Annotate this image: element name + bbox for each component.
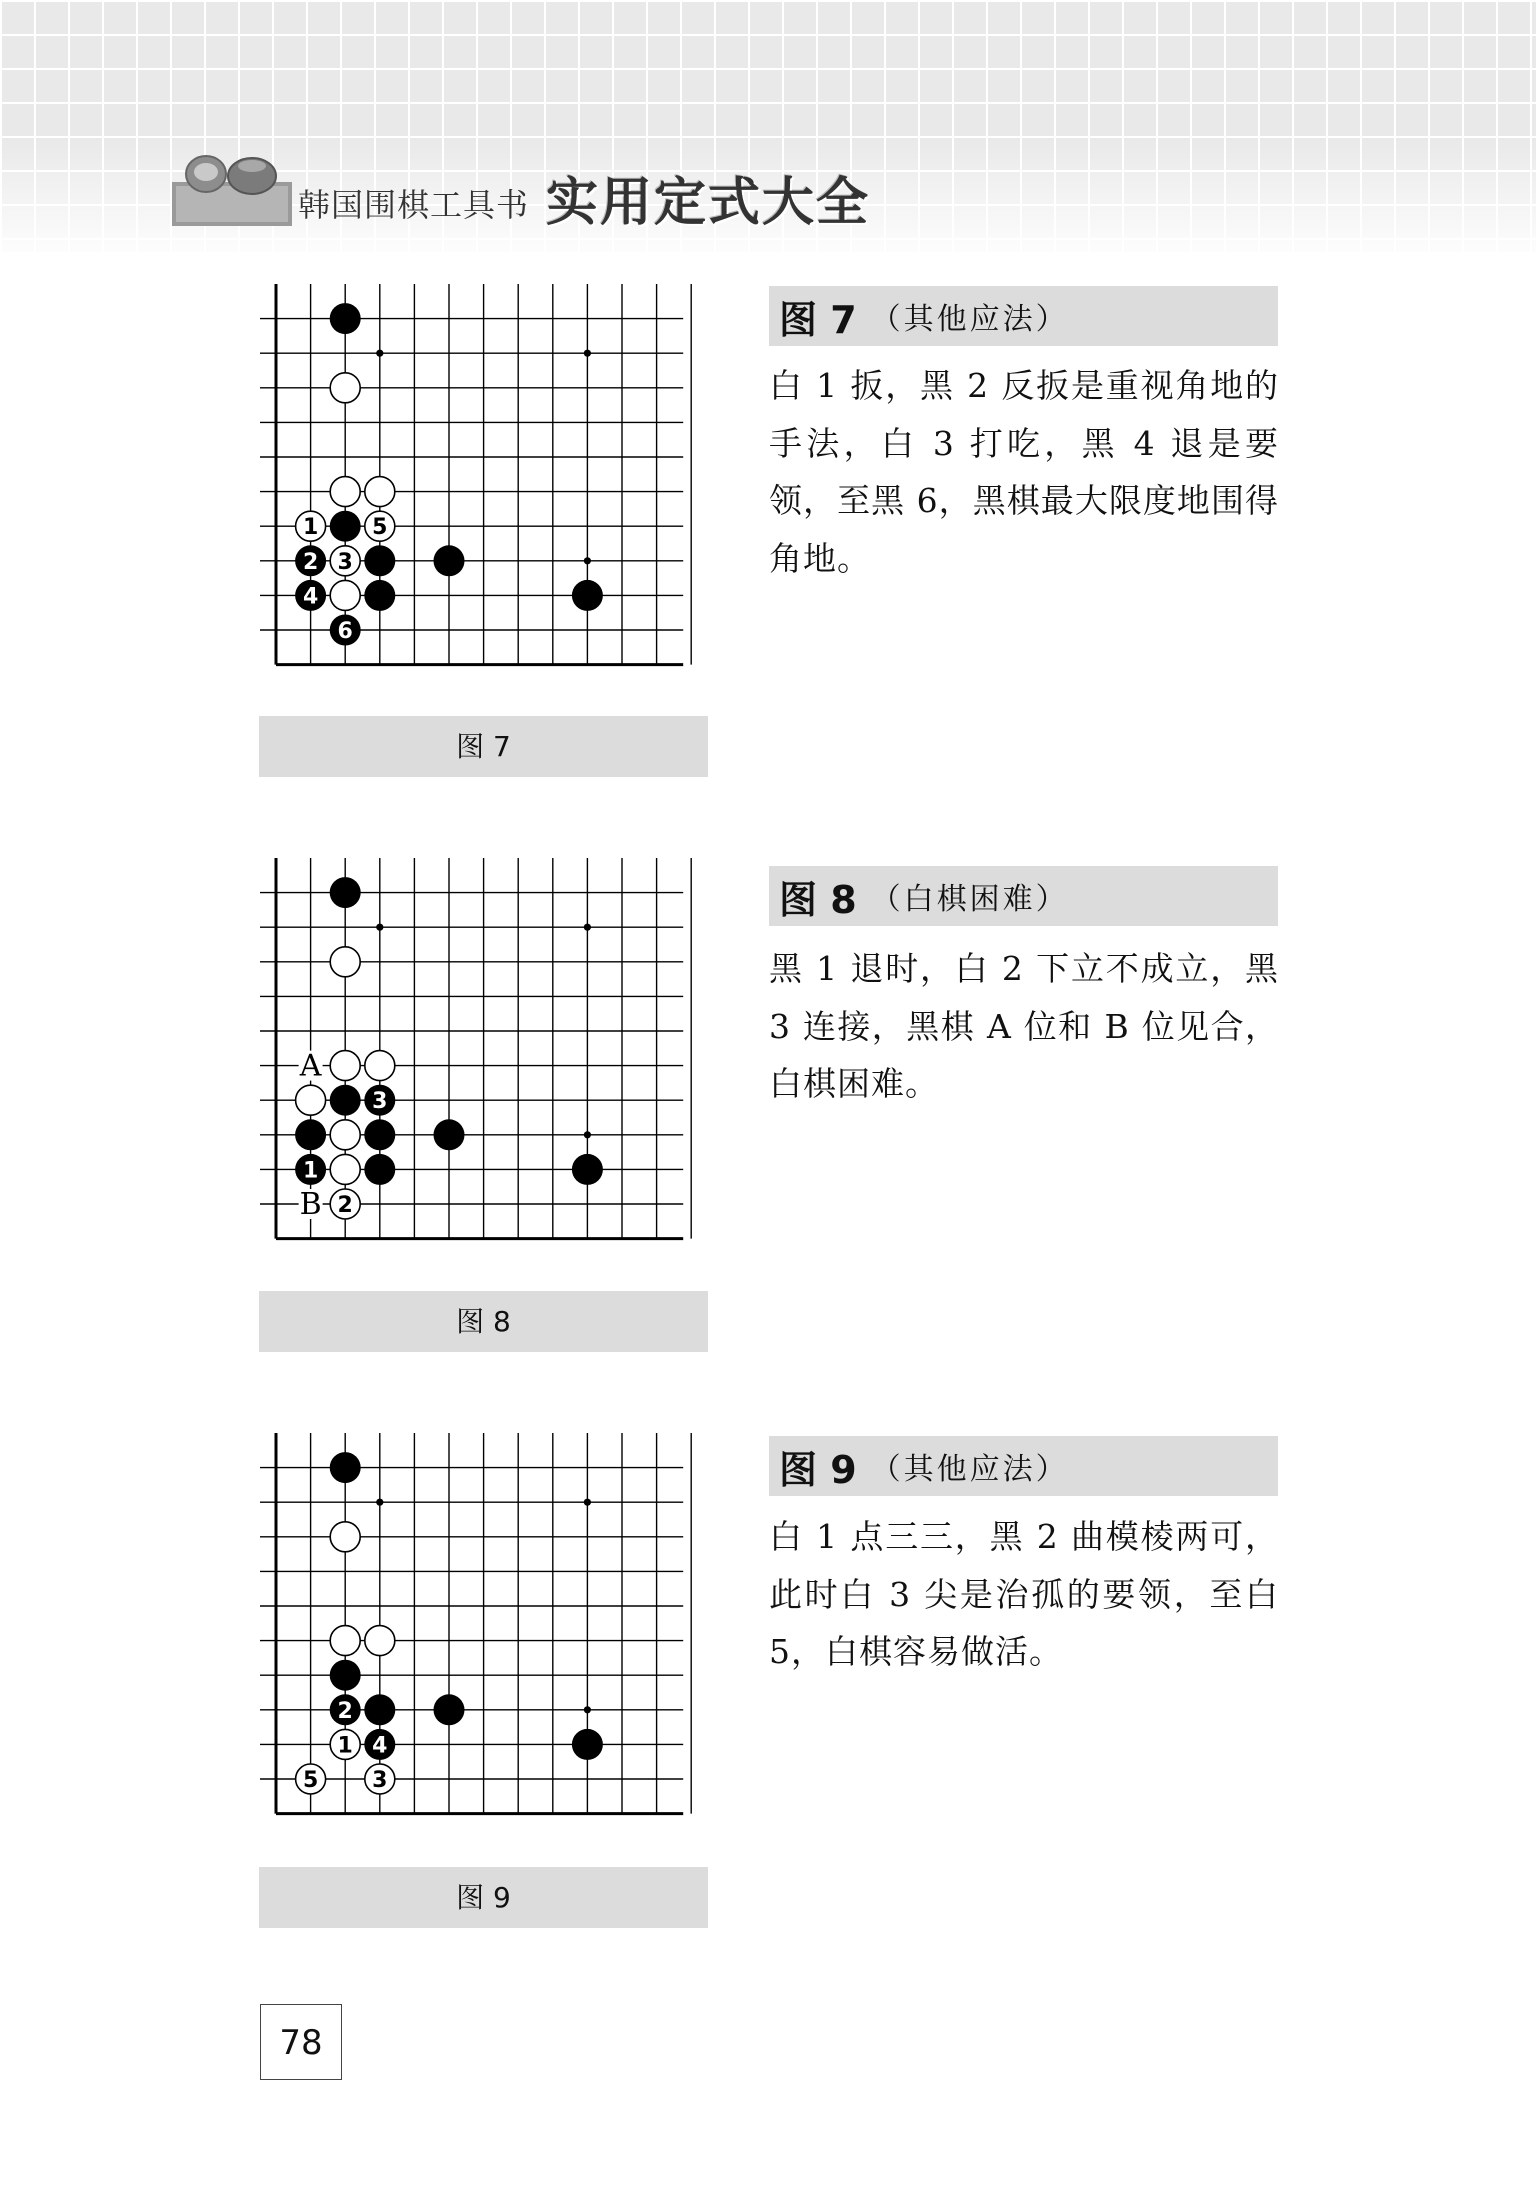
figure-heading-9: [769, 1436, 1278, 1496]
black-stone: [330, 1452, 361, 1483]
board-grid: [260, 284, 691, 665]
figure-explanation-8: 黑 1 退时，白 2 下立不成立，黑 3 连接，黑棋 A 位和 B 位见合，白棋困难。: [769, 949, 1279, 1103]
go-board-figure-8: [260, 858, 710, 1260]
move-number: 2: [337, 1698, 353, 1724]
move-number: 3: [372, 1089, 388, 1115]
figure-heading-subtitle: （其他应法）: [870, 302, 1069, 337]
black-stone: [330, 1660, 361, 1691]
black-stone: [330, 877, 361, 908]
white-stone: [330, 477, 360, 507]
black-stone: [434, 545, 465, 576]
move-number: 1: [302, 515, 319, 541]
black-stone: [330, 303, 361, 334]
figure-caption-7: 图 7: [259, 716, 708, 777]
star-point: [376, 350, 383, 357]
star-point: [584, 1131, 591, 1138]
black-stone: [572, 580, 603, 611]
white-stone: [365, 511, 395, 541]
move-number: 3: [337, 549, 353, 575]
black-stone: [330, 1085, 361, 1116]
figure-heading-subtitle: （其他应法）: [870, 1452, 1069, 1487]
figure-heading-label: 图 7: [779, 297, 857, 342]
move-number: 3: [372, 1768, 388, 1793]
black-stone: [295, 1119, 326, 1150]
black-stone: [364, 545, 395, 576]
black-stone: [434, 1119, 465, 1150]
figure-heading-8: [769, 866, 1278, 926]
star-point: [584, 924, 591, 931]
move-number: 2: [337, 1193, 353, 1218]
go-board-figure-7: [260, 284, 710, 686]
figure-heading-label: 图 9: [779, 1447, 857, 1492]
move-number: 5: [372, 515, 388, 541]
black-stone: [364, 1154, 395, 1185]
move-number: 6: [337, 619, 353, 644]
book-series-label: 韩国围棋工具书: [298, 186, 530, 224]
white-stone: [296, 1764, 326, 1794]
star-point: [584, 557, 591, 564]
star-point: [584, 1706, 591, 1713]
white-stone: [365, 1051, 395, 1081]
go-bowl-logo-icon: [172, 152, 292, 226]
go-board-figure-9: [260, 1433, 710, 1835]
white-stone: [330, 1189, 360, 1219]
star-point: [584, 1499, 591, 1506]
figure-caption-9: 图 9: [259, 1867, 708, 1928]
white-stone: [365, 477, 395, 507]
figure-explanation-7: 白 1 扳，黑 2 反扳是重视角地的手法，白 3 打吃，黑 4 退是要领，至黑 6，黑棋最大限度地围得角地。: [769, 366, 1279, 578]
white-stone: [330, 1626, 360, 1656]
black-stone: [295, 1154, 326, 1185]
figure-heading-7: [769, 286, 1278, 346]
black-stone: [330, 511, 361, 542]
move-number: 1: [302, 1158, 319, 1184]
star-point: [376, 924, 383, 931]
figure-heading-subtitle: （白棋困难）: [870, 882, 1069, 917]
move-number: 1: [337, 1733, 353, 1759]
black-stone: [572, 1154, 603, 1185]
star-point: [376, 1499, 383, 1506]
white-stone: [365, 1764, 395, 1794]
white-stone: [330, 1729, 360, 1759]
board-grid: [260, 858, 691, 1239]
white-stone: [330, 947, 360, 977]
white-stone: [330, 1154, 360, 1184]
white-stone: [296, 511, 326, 541]
black-stone: [295, 580, 326, 611]
black-stone: [364, 580, 395, 611]
move-number: 2: [302, 549, 319, 575]
board-grid: [260, 1433, 691, 1814]
white-stone: [330, 580, 360, 610]
point-letter: A: [299, 1048, 322, 1084]
page-header: [0, 0, 1536, 252]
black-stone: [364, 1085, 395, 1116]
black-stone: [295, 545, 326, 576]
figure-explanation-9: 白 1 点三三，黑 2 曲模棱两可，此时白 3 尖是治孤的要领，至白 5，白棋容易做活。: [769, 1517, 1279, 1671]
black-stone: [572, 1729, 603, 1760]
white-stone: [365, 1626, 395, 1656]
star-point: [584, 350, 591, 357]
figure-heading-label: 图 8: [779, 877, 857, 922]
page-number: 78: [260, 2004, 342, 2080]
figure-caption-8: 图 8: [259, 1291, 708, 1352]
white-stone: [330, 373, 360, 403]
white-stone: [296, 1085, 326, 1115]
black-stone: [364, 1694, 395, 1725]
black-stone: [364, 1119, 395, 1150]
black-stone: [330, 615, 361, 646]
black-stone: [330, 1694, 361, 1725]
move-number: 5: [302, 1768, 319, 1793]
move-number: 4: [372, 1733, 388, 1759]
white-stone: [330, 1120, 360, 1150]
black-stone: [364, 1729, 395, 1760]
white-stone: [330, 546, 360, 576]
white-stone: [330, 1051, 360, 1081]
book-title: 实用定式大全: [546, 172, 871, 233]
white-stone: [330, 1522, 360, 1552]
black-stone: [434, 1694, 465, 1725]
point-letter: B: [299, 1187, 322, 1222]
move-number: 4: [302, 584, 319, 610]
